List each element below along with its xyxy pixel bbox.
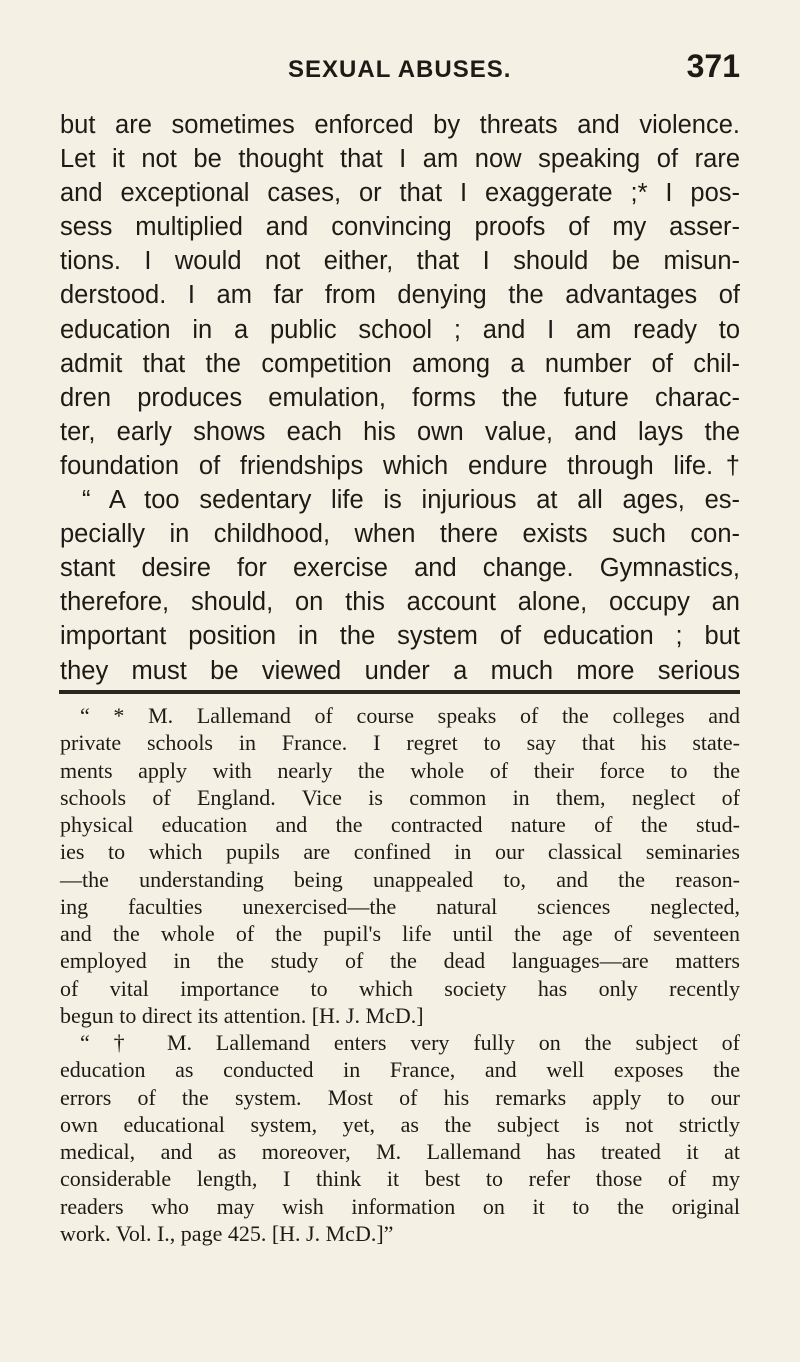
text-line: tions. I would not either, that I should be misun-: [60, 247, 740, 276]
footnote-line: physical education and the contracted nature of the stud-: [60, 812, 740, 837]
footnote-line: employed in the study of the dead languages—are matters: [60, 948, 740, 974]
text-line: but are sometimes enforced by threats and violence.: [60, 111, 740, 139]
footnote-line: readers who may wish information on it to the original: [60, 1193, 740, 1219]
footnote-line: ing faculties unexercised—the natural sciences neglected,: [60, 893, 740, 919]
text-line: important position in the system of education ; but: [60, 622, 740, 651]
text-line: pecially in childhood, when there exists such con-: [60, 520, 740, 549]
text-line: education in a public school ; and I am ready to: [60, 315, 740, 344]
footnote-line: of vital importance to which society has only recently: [60, 975, 740, 1001]
text-line: “ A too sedentary life is injurious at all ages, es-: [82, 486, 740, 515]
footnote-line: considerable length, I think it best to refer those of my: [60, 1166, 740, 1192]
footnote-line: ments apply with nearly the whole of their force to the: [60, 757, 740, 783]
footnote-line: begun to direct its attention. [H. J. McD.]: [60, 1002, 424, 1028]
footnote-line: medical, and as moreover, M. Lallemand has treated it at: [60, 1139, 740, 1164]
text-line: derstood. I am far from denying the advantages of: [60, 281, 740, 310]
footnote-line: private schools in France. I regret to say that his state-: [60, 730, 740, 756]
footnote-line: own educational system, yet, as the subject is not strictly: [60, 1111, 740, 1137]
footnote-line: education as conducted in France, and well exposes the: [60, 1057, 740, 1083]
text-line: Let it not be thought that I am now speaking of rare: [60, 145, 740, 174]
text-line: admit that the competition among a number of chil-: [60, 349, 740, 378]
footnote-line: and the whole of the pupil's life until the age of seventeen: [60, 921, 740, 946]
footnote-line: “ † M. Lallemand enters very fully on the subject of: [80, 1030, 740, 1055]
footnote-line: —the understanding being unappealed to, and the reason-: [60, 866, 740, 892]
footnote-line: schools of England. Vice is common in them, neglect of: [60, 784, 740, 810]
page-header: [60, 48, 740, 94]
footnote-line: “ * M. Lallemand of course speaks of the colleges and: [80, 703, 740, 728]
footnote-line: errors of the system. Most of his remarks apply to our: [60, 1084, 740, 1110]
footnote-line: work. Vol. I., page 425. [H. J. McD.]”: [60, 1220, 394, 1246]
text-line: stant desire for exercise and change. Gymnastics,: [60, 554, 740, 583]
text-line: foundation of friendships which endure through life.†: [60, 451, 740, 480]
text-line: dren produces emulation, forms the future charac-: [60, 383, 740, 412]
main-text: [60, 108, 740, 688]
text-line: ter, early shows each his own value, and lays the: [60, 417, 740, 446]
footnote-line: ies to which pupils are confined in our classical seminaries: [60, 839, 740, 865]
page-number: 371: [686, 48, 740, 84]
footnote-divider: [59, 690, 740, 694]
text-line: and exceptional cases, or that I exaggerate ;* I pos-: [60, 179, 740, 208]
text-line: therefore, should, on this account alone, occupy an: [60, 588, 740, 617]
footnotes: [60, 702, 740, 1247]
text-line: they must be viewed under a much more serious: [60, 656, 740, 685]
running-head: SEXUAL ABUSES.: [288, 56, 512, 83]
text-line: sess multiplied and convincing proofs of my asser-: [60, 213, 740, 242]
